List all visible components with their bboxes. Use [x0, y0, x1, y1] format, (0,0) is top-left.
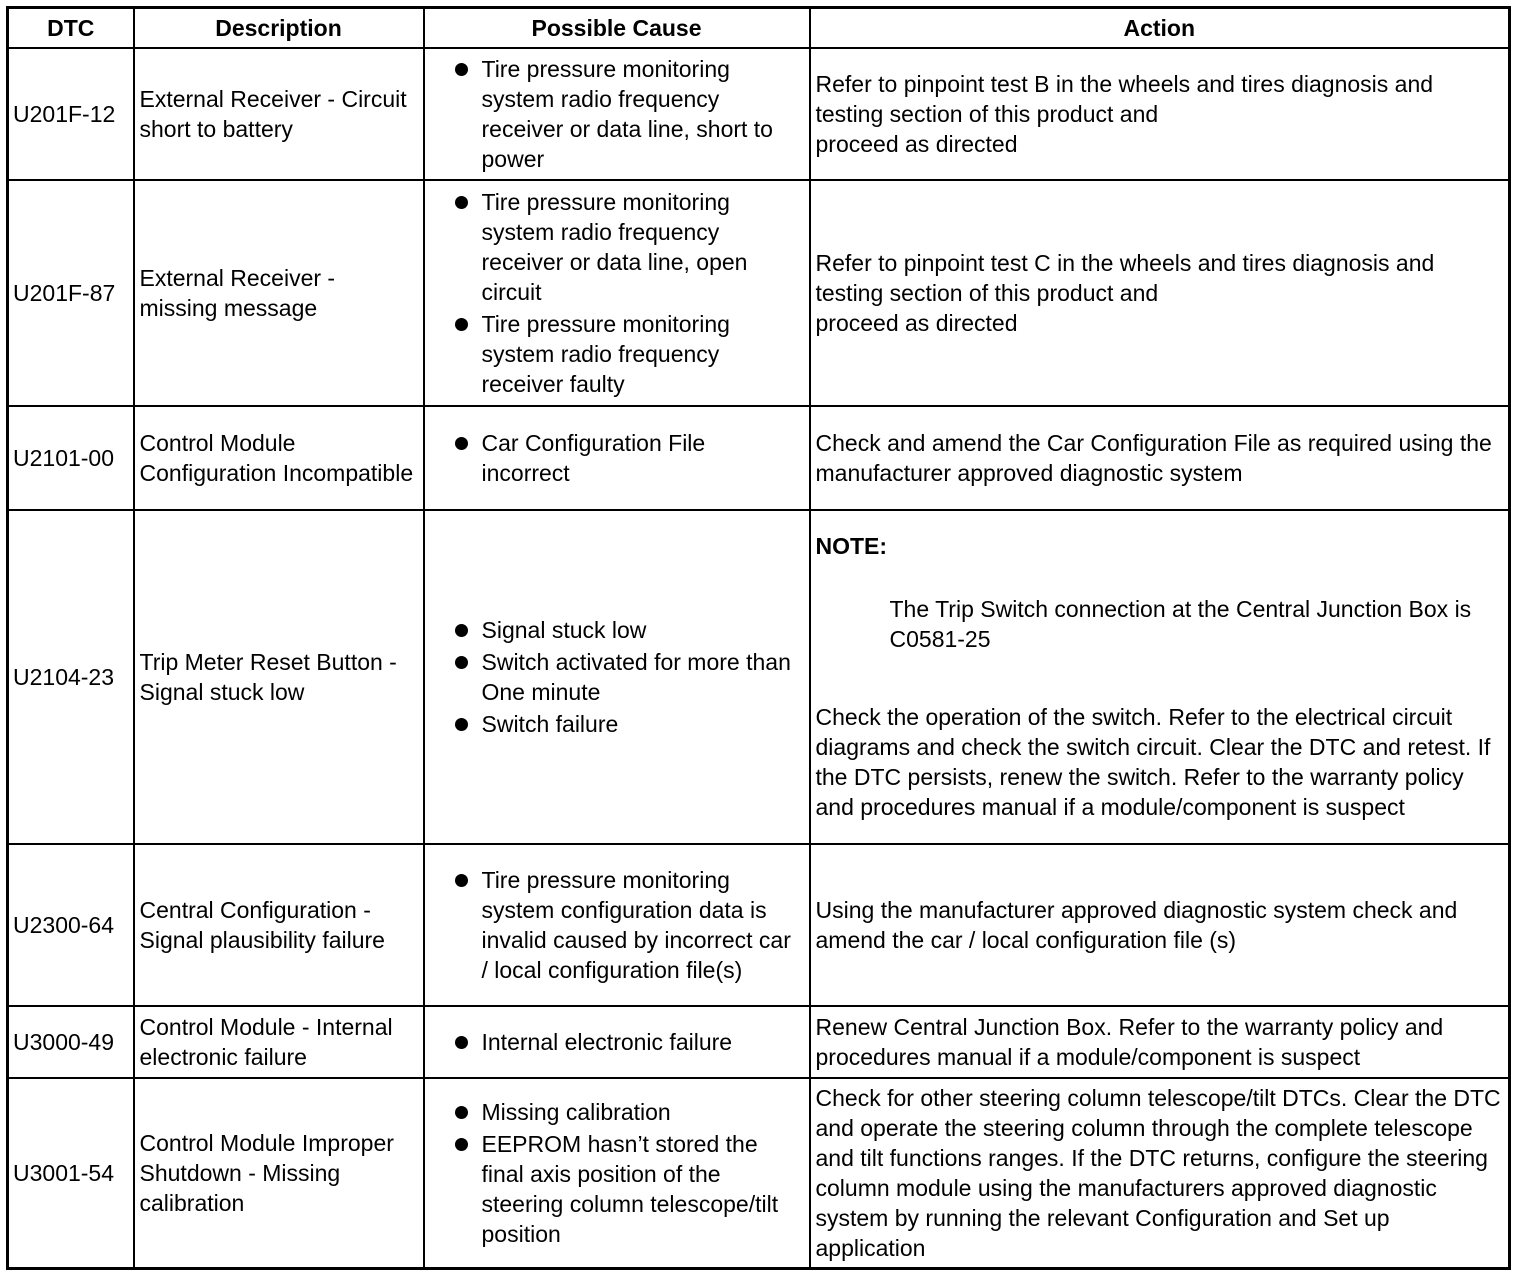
dtc-description: Trip Meter Reset Button - Signal stuck low — [134, 510, 424, 844]
action-text: Renew Central Junction Box. Refer to the warranty policy and procedures manual if a module/component is suspect — [810, 1006, 1510, 1078]
table-row — [8, 1078, 1510, 1268]
cause-item: Tire pressure monitoring system radio frequency receiver or data line, short to power — [482, 54, 800, 174]
note-label: NOTE: — [815, 533, 888, 560]
action-cell — [810, 510, 1510, 844]
possible-causes — [424, 406, 810, 509]
cause-item: Tire pressure monitoring system radio frequency receiver faulty — [482, 309, 800, 399]
dtc-description: External Receiver - Circuit short to battery — [134, 48, 424, 180]
dtc-code: U2101-00 — [8, 406, 134, 509]
possible-causes — [424, 844, 810, 1006]
dtc-code: U2300-64 — [8, 844, 134, 1006]
possible-causes — [424, 48, 810, 180]
header-action: Action — [810, 8, 1510, 49]
cause-item: Signal stuck low — [482, 615, 800, 645]
table-row — [8, 48, 1510, 180]
action-text: Refer to pinpoint test B in the wheels and tires diagnosis and testing section of this product and proceed as directed — [810, 48, 1510, 180]
action-text: Using the manufacturer approved diagnostic system check and amend the car / local configuration file (s) — [810, 844, 1510, 1006]
possible-causes — [424, 1006, 810, 1078]
header-description: Description — [134, 8, 424, 49]
cause-item: Tire pressure monitoring system radio frequency receiver or data line, open circuit — [482, 187, 800, 307]
dtc-code: U2104-23 — [8, 510, 134, 844]
dtc-code: U3000-49 — [8, 1006, 134, 1078]
cause-item: Switch activated for more than One minute — [482, 647, 800, 707]
dtc-code: U3001-54 — [8, 1078, 134, 1268]
dtc-description: Central Configuration - Signal plausibility failure — [134, 844, 424, 1006]
table-row — [8, 1006, 1510, 1078]
dtc-table — [6, 6, 1511, 1270]
header-row — [8, 8, 1510, 49]
cause-item: EEPROM hasn’t stored the final axis position of the steering column telescope/tilt position — [482, 1129, 800, 1249]
cause-item: Missing calibration — [482, 1097, 800, 1127]
cause-item: Tire pressure monitoring system configuration data is invalid caused by incorrect car / local configuration file(s) — [482, 865, 800, 985]
header-dtc: DTC — [8, 8, 134, 49]
table-row — [8, 510, 1510, 844]
action-text: Check the operation of the switch. Refer to the electrical circuit diagrams and check the switch circuit. Clear the DTC and retest. If the DTC persists, renew the switch. Refer to the warranty policy and procedures manual if a module/component is suspect — [815, 704, 1491, 821]
possible-causes — [424, 510, 810, 844]
table-row — [8, 406, 1510, 509]
header-possible-cause: Possible Cause — [424, 8, 810, 49]
dtc-code: U201F-87 — [8, 180, 134, 406]
dtc-description: Control Module Improper Shutdown - Missing calibration — [134, 1078, 424, 1268]
action-text: Check for other steering column telescope/tilt DTCs. Clear the DTC and operate the steering column through the complete telescope and tilt functions ranges. If the DTC returns, configure the steering column module using the manufacturers approved diagnostic system by running the relevant Configuration and Set up application — [810, 1078, 1510, 1268]
dtc-description: Control Module - Internal electronic failure — [134, 1006, 424, 1078]
table-row — [8, 180, 1510, 406]
cause-item: Internal electronic failure — [482, 1027, 800, 1057]
possible-causes — [424, 180, 810, 406]
action-text: Refer to pinpoint test C in the wheels and tires diagnosis and testing section of this product and proceed as directed — [810, 180, 1510, 406]
cause-item: Car Configuration File incorrect — [482, 428, 800, 488]
note-text: The Trip Switch connection at the Central Junction Box is C0581-25 — [889, 596, 1472, 653]
cause-item: Switch failure — [482, 709, 800, 739]
dtc-code: U201F-12 — [8, 48, 134, 180]
table-row — [8, 844, 1510, 1006]
action-text: Check and amend the Car Configuration File as required using the manufacturer approved diagnostic system — [810, 406, 1510, 509]
dtc-description: External Receiver - missing message — [134, 180, 424, 406]
dtc-description: Control Module Configuration Incompatible — [134, 406, 424, 509]
possible-causes — [424, 1078, 810, 1268]
